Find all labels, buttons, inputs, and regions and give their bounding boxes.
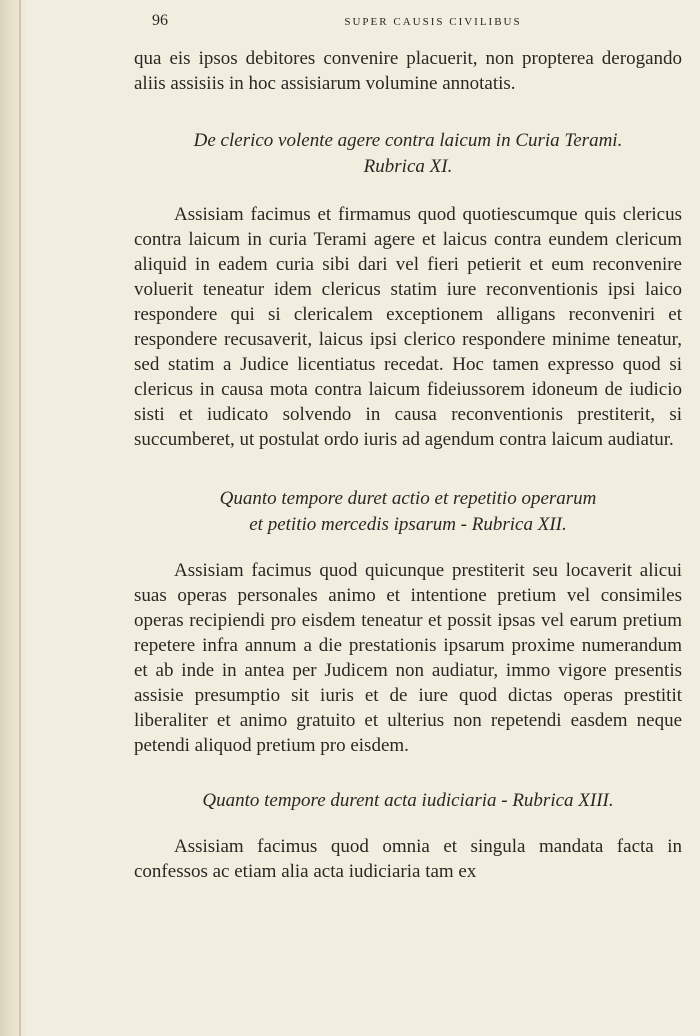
rubric-title-continued: et petitio mercedis ipsarum - Rubrica XII.: [249, 514, 567, 535]
rubric-title: De clerico volente agere contra laicum in Curia Terami.: [193, 130, 623, 151]
paragraph-rubric-xi: Assisiam facimus et firmamus quod quotiescumque quis clericus contra laicum in curia Terami agere et laicus contra eundem clericum aliquid in eadem curia sibi dari vel fieri petierit et eum reconvenire voluerit teneatur idem clericus statim iure reconventionis ipsi laico respondere qui si clericalem exceptionem alligans reconveniri et respondere recusaverit, laicus ipsi clerico respondere minime teneatur, sed statim a Judice licentiatus recedat. Hoc tamen expresso quod si clericus in causa mota contra laicum fideiussorem idoneum de iudicio sisti et iudicato solvendo in causa reconventionis prestiterit, si succumberet, ut postulat ordo iuris ad agendum contra laicum audiatur.: [134, 204, 682, 450]
paragraph-rubric-xiii: Assisiam facimus quod omnia et singula mandata facta in confessos ac etiam alia acta iudiciaria tam ex: [134, 836, 682, 882]
book-gutter: [0, 0, 26, 1036]
rubric-title: Quanto tempore duret actio et repetitio operarum: [219, 488, 597, 509]
rubric-number: Rubrica XI.: [363, 156, 453, 177]
running-head: [134, 12, 682, 40]
running-title: SUPER CAUSIS CIVILIBUS: [344, 16, 522, 28]
rubric-heading-xiii: [134, 788, 682, 814]
continued-paragraph: qua eis ipsos debitores convenire placuerit, non propterea derogando aliis assisiis in hoc assisiarum volumine annotatis.: [134, 48, 682, 94]
rubric-title: Quanto tempore durent acta iudiciaria - Rubrica XIII.: [202, 790, 614, 811]
page-number: 96: [152, 12, 168, 29]
rubric-heading-xi: [134, 128, 682, 180]
rubric-heading-xii: [134, 486, 682, 538]
binding-shadow: [19, 0, 21, 1036]
book-page: [134, 12, 682, 884]
paragraph-rubric-xii: Assisiam facimus quod quicunque prestiterit seu locaverit alicui suas operas personales animo et intentione pretium vel consimiles operas recipiendi pro eisdem teneatur et possit ipsas vel earum pretium repetere infra annum a die prestationis ipsarum proxime numerandum et ab inde in antea per Judicem non audiatur, immo vigore presentis assisie presumptio sit iuris et de iure quod dictas operas prestitit liberaliter et animo gratuito et ulterius non repetendi easdem neque petendi aliquod pretium pro eisdem.: [134, 560, 682, 756]
